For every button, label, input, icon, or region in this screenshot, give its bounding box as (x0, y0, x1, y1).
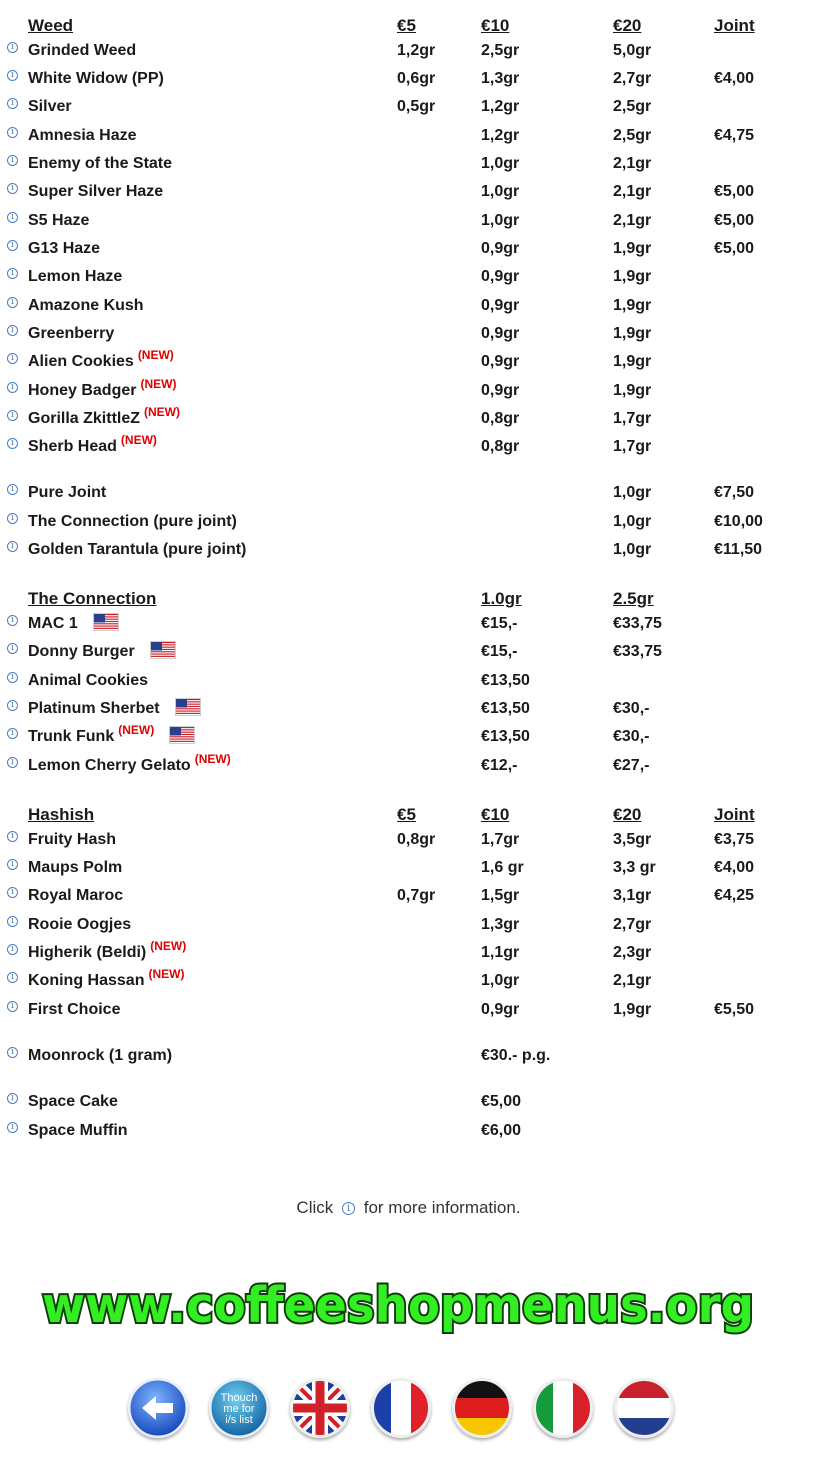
language-english-button[interactable] (290, 1378, 350, 1438)
price-value: €5,00 (481, 1093, 522, 1110)
price-value: 0,9gr (481, 325, 520, 342)
item-name-text: Grinded Weed (28, 42, 137, 59)
price-value: 2,1gr (613, 972, 652, 989)
new-badge: (NEW) (137, 348, 174, 362)
menu-item (0, 509, 817, 537)
column-header: €5 (397, 805, 416, 824)
price-value: 1,9gr (613, 1001, 652, 1018)
price-value: 1,9gr (613, 353, 652, 370)
column-header: €10 (481, 805, 510, 824)
section-header (0, 801, 817, 829)
info-icon[interactable]: i (7, 155, 18, 166)
menu-item (0, 1043, 817, 1071)
menu-item (0, 321, 817, 349)
price-value: 2,7gr (613, 916, 652, 933)
price-value: €13,50 (481, 672, 530, 689)
item-name (28, 268, 122, 286)
price-value: 2,5gr (613, 127, 652, 144)
info-icon[interactable]: i (7, 615, 18, 626)
item-name-text: White Widow (PP) (28, 70, 164, 87)
price-value: 2,7gr (613, 70, 652, 87)
item-name (28, 615, 118, 633)
price-value: €5,00 (714, 240, 755, 257)
info-icon[interactable]: i (7, 757, 18, 768)
info-hint (0, 1198, 817, 1218)
price-value: €3,75 (714, 831, 755, 848)
info-icon[interactable]: i (7, 98, 18, 109)
info-icon[interactable]: i (7, 831, 18, 842)
menu-item (0, 236, 817, 264)
info-icon[interactable]: i (7, 325, 18, 336)
info-icon[interactable]: i (7, 887, 18, 898)
menu-item (0, 1118, 817, 1146)
item-name (28, 672, 148, 690)
touch-list-line2: me for (223, 1403, 255, 1415)
price-value: 1,0gr (481, 972, 520, 989)
info-icon[interactable]: i (7, 1047, 18, 1058)
new-badge: (NEW) (120, 433, 157, 447)
section-title: The Connection (28, 589, 157, 608)
item-name-text: Moonrock (1 gram) (28, 1047, 173, 1064)
item-name (28, 183, 163, 201)
price-value: €30,- (613, 728, 650, 745)
price-value: 0,9gr (481, 382, 520, 399)
price-value: 0,5gr (397, 98, 436, 115)
menu-item (0, 724, 817, 752)
info-hint-suffix: for more information. (363, 1198, 521, 1217)
price-value: 1,0gr (481, 183, 520, 200)
item-name (28, 70, 164, 88)
price-value: 1,2gr (481, 127, 520, 144)
item-name (28, 1047, 172, 1065)
menu-item (0, 912, 817, 940)
menu-item (0, 434, 817, 462)
info-icon[interactable]: i (7, 297, 18, 308)
info-icon[interactable]: i (7, 127, 18, 138)
item-name-text: G13 Haze (28, 240, 101, 257)
info-icon[interactable]: i (7, 353, 18, 364)
price-value: 0,6gr (397, 70, 436, 87)
website-logo-text: www.coffeeshopmenus.org (42, 1277, 754, 1334)
item-name (28, 42, 136, 60)
item-name (28, 405, 181, 428)
price-value: 1,9gr (613, 382, 652, 399)
info-icon[interactable]: i (7, 916, 18, 927)
item-name-text: Lemon Cherry Gelato (28, 757, 191, 774)
item-name-text: The Connection (pure joint) (28, 513, 237, 530)
item-name-text: Fruity Hash (28, 831, 117, 848)
item-name-text: Space Cake (28, 1093, 118, 1110)
price-value: 3,3 gr (613, 859, 656, 876)
info-icon[interactable]: i (7, 944, 18, 955)
price-value: €4,75 (714, 127, 755, 144)
item-name (28, 155, 172, 173)
price-value: 0,9gr (481, 240, 520, 257)
price-value: €5,00 (714, 183, 755, 200)
price-value: 1,9gr (613, 268, 652, 285)
item-name (28, 700, 200, 718)
menu-item (0, 968, 817, 996)
price-value: €13,50 (481, 728, 530, 745)
menu-item (0, 123, 817, 151)
price-value: 0,8gr (481, 438, 520, 455)
back-arrow-icon (128, 1378, 188, 1438)
item-name-text: Lemon Haze (28, 268, 123, 285)
menu-item (0, 349, 817, 377)
info-icon[interactable]: i (7, 240, 18, 251)
info-icon[interactable]: i (7, 1093, 18, 1104)
price-value: 1,7gr (613, 438, 652, 455)
item-name (28, 433, 157, 456)
info-icon: i (342, 1202, 355, 1215)
price-value: €11,50 (714, 541, 763, 558)
price-value: 2,5gr (613, 98, 652, 115)
price-value: 0,8gr (481, 410, 520, 427)
item-name-text: Sherb Head (28, 438, 117, 455)
column-header: 2.5gr (613, 589, 654, 608)
menu-item (0, 611, 817, 639)
menu-item (0, 753, 817, 781)
price-value: €10,00 (714, 513, 763, 530)
info-icon[interactable]: i (7, 700, 18, 711)
item-name-text: MAC 1 (28, 615, 78, 632)
menu-item (0, 668, 817, 696)
menu-item (0, 883, 817, 911)
price-value: €30.- p.g. (481, 1047, 551, 1064)
item-name (28, 752, 231, 775)
usa-flag-icon (170, 727, 194, 743)
price-value: 1,0gr (613, 541, 652, 558)
menu-item (0, 179, 817, 207)
price-value: €4,00 (714, 70, 755, 87)
info-icon[interactable]: i (7, 972, 18, 983)
price-value: €5,50 (714, 1001, 755, 1018)
new-badge: (NEW) (150, 939, 187, 953)
price-value: 1,1gr (481, 944, 520, 961)
item-name (28, 513, 237, 531)
item-name (28, 939, 187, 962)
item-name-text: Super Silver Haze (28, 183, 164, 200)
price-value: 5,0gr (613, 42, 652, 59)
menu-item (0, 94, 817, 122)
price-value: €27,- (613, 757, 650, 774)
menu-item (0, 827, 817, 855)
price-value: 1,3gr (481, 916, 520, 933)
item-name-text: Greenberry (28, 325, 115, 342)
new-badge: (NEW) (144, 405, 181, 419)
item-name (28, 297, 144, 315)
item-name-text: Amnesia Haze (28, 127, 137, 144)
price-value: 1,0gr (481, 155, 520, 172)
touch-list-icon (209, 1378, 269, 1438)
new-badge: (NEW) (194, 752, 231, 766)
info-icon[interactable]: i (7, 859, 18, 870)
touch-list-button[interactable] (209, 1378, 269, 1438)
price-value: 2,1gr (613, 212, 652, 229)
price-value: 0,9gr (481, 353, 520, 370)
price-value: 3,5gr (613, 831, 652, 848)
price-value: 1,0gr (613, 484, 652, 501)
item-name (28, 1122, 128, 1140)
language-german-button[interactable] (452, 1378, 512, 1438)
item-name-text: Golden Tarantula (pure joint) (28, 541, 247, 558)
price-value: 1,7gr (613, 410, 652, 427)
menu-item (0, 208, 817, 236)
item-name (28, 541, 246, 559)
price-value: 1,3gr (481, 70, 520, 87)
column-header: €20 (613, 16, 642, 35)
info-icon[interactable]: i (7, 484, 18, 495)
price-value: €4,25 (714, 887, 755, 904)
info-icon[interactable]: i (7, 42, 18, 53)
price-value: 2,3gr (613, 944, 652, 961)
info-icon[interactable]: i (7, 672, 18, 683)
item-name-text: Higherik (Beldi) (28, 944, 147, 961)
item-name (28, 723, 194, 746)
price-value: €13,50 (481, 700, 530, 717)
item-name (28, 212, 89, 230)
price-value: 1,2gr (481, 98, 520, 115)
item-name (28, 1093, 118, 1111)
section-header (0, 12, 817, 40)
info-hint-prefix: Click (296, 1198, 334, 1217)
website-logo[interactable] (0, 1272, 817, 1342)
item-name (28, 348, 174, 371)
price-value: 2,5gr (481, 42, 520, 59)
item-name-text: Honey Badger (28, 382, 137, 399)
column-header: Joint (714, 16, 755, 35)
touch-list-line3: i/s list (225, 1414, 253, 1426)
touch-list-line1: Thouch (220, 1392, 258, 1404)
item-name (28, 916, 131, 934)
price-value: 1,5gr (481, 887, 520, 904)
item-name-text: Platinum Sherbet (28, 700, 160, 717)
column-header: €10 (481, 16, 510, 35)
price-value: 1,9gr (613, 240, 652, 257)
price-value: €7,50 (714, 484, 755, 501)
language-italian-button[interactable] (533, 1378, 593, 1438)
price-value: 0,9gr (481, 297, 520, 314)
item-name (28, 1001, 120, 1019)
price-value: €30,- (613, 700, 650, 717)
menu-item (0, 696, 817, 724)
price-value: 1,7gr (481, 831, 520, 848)
price-value: 2,1gr (613, 183, 652, 200)
language-french-button[interactable] (371, 1378, 431, 1438)
item-name-text: Royal Maroc (28, 887, 124, 904)
item-name-text: First Choice (28, 1001, 121, 1018)
item-name-text: Trunk Funk (28, 728, 115, 745)
item-name (28, 484, 106, 502)
item-name (28, 643, 175, 661)
item-name (28, 240, 100, 258)
price-value: 1,6 gr (481, 859, 524, 876)
item-name (28, 377, 177, 400)
info-icon[interactable]: i (7, 183, 18, 194)
info-icon[interactable]: i (7, 643, 18, 654)
usa-flag-icon (94, 614, 118, 630)
menu-item (0, 855, 817, 883)
price-value: 0,9gr (481, 268, 520, 285)
price-value: 3,1gr (613, 887, 652, 904)
price-value: €4,00 (714, 859, 755, 876)
section-title: Weed (28, 16, 74, 35)
info-icon[interactable]: i (7, 1001, 18, 1012)
price-value: €33,75 (613, 615, 662, 632)
info-icon[interactable]: i (7, 541, 18, 552)
info-icon[interactable]: i (7, 70, 18, 81)
price-value: 0,8gr (397, 831, 436, 848)
item-name (28, 325, 114, 343)
info-icon[interactable]: i (7, 1122, 18, 1133)
item-name (28, 859, 122, 877)
item-name-text: Space Muffin (28, 1122, 128, 1139)
price-value: 0,7gr (397, 887, 436, 904)
info-icon[interactable]: i (7, 728, 18, 739)
uk-flag-icon (290, 1378, 350, 1438)
price-value: 0,9gr (481, 1001, 520, 1018)
new-badge: (NEW) (140, 377, 177, 391)
menu-item (0, 264, 817, 292)
item-name (28, 887, 123, 905)
item-name (28, 967, 185, 990)
info-icon[interactable]: i (7, 212, 18, 223)
menu-item (0, 940, 817, 968)
price-value: 1,9gr (613, 325, 652, 342)
menu-item (0, 38, 817, 66)
column-header: €20 (613, 805, 642, 824)
menu-item (0, 293, 817, 321)
item-name-text: Amazone Kush (28, 297, 144, 314)
menu-item (0, 151, 817, 179)
info-icon[interactable]: i (7, 438, 18, 449)
menu-item (0, 537, 817, 565)
menu-item (0, 378, 817, 406)
item-name-text: Koning Hassan (28, 972, 145, 989)
price-value: €5,00 (714, 212, 755, 229)
menu-item (0, 66, 817, 94)
column-header: Joint (714, 805, 755, 824)
info-icon[interactable]: i (7, 382, 18, 393)
item-name (28, 127, 137, 145)
menu-item (0, 639, 817, 667)
price-value: 1,0gr (613, 513, 652, 530)
menu-item (0, 1089, 817, 1117)
back-button[interactable] (128, 1378, 188, 1438)
usa-flag-icon (176, 699, 200, 715)
price-value: €15,- (481, 615, 518, 632)
item-name-text: Gorilla ZkittleZ (28, 410, 141, 427)
item-name-text: Enemy of the State (28, 155, 173, 172)
new-badge: (NEW) (118, 723, 155, 737)
item-name (28, 98, 72, 116)
usa-flag-icon (151, 642, 175, 658)
price-value: 1,2gr (397, 42, 436, 59)
france-flag-icon (371, 1378, 431, 1438)
column-header: 1.0gr (481, 589, 522, 608)
item-name-text: Pure Joint (28, 484, 107, 501)
info-icon[interactable]: i (7, 268, 18, 279)
item-name-text: Donny Burger (28, 643, 135, 660)
item-name-text: Silver (28, 98, 72, 115)
menu-item (0, 997, 817, 1025)
item-name-text: Rooie Oogjes (28, 916, 132, 933)
price-value: 1,9gr (613, 297, 652, 314)
price-value: €6,00 (481, 1122, 522, 1139)
menu-item (0, 406, 817, 434)
netherlands-flag-icon (614, 1378, 674, 1438)
item-name-text: Animal Cookies (28, 672, 149, 689)
germany-flag-icon (452, 1378, 512, 1438)
price-value: €33,75 (613, 643, 662, 660)
info-icon[interactable]: i (7, 513, 18, 524)
italy-flag-icon (533, 1378, 593, 1438)
column-header: €5 (397, 16, 416, 35)
price-value: 2,1gr (613, 155, 652, 172)
item-name-text: S5 Haze (28, 212, 90, 229)
item-name (28, 831, 116, 849)
item-name-text: Alien Cookies (28, 353, 134, 370)
new-badge: (NEW) (148, 967, 185, 981)
menu-item (0, 480, 817, 508)
price-value: €15,- (481, 643, 518, 660)
price-value: €12,- (481, 757, 518, 774)
info-icon[interactable]: i (7, 410, 18, 421)
item-name-text: Maups Polm (28, 859, 123, 876)
section-title: Hashish (28, 805, 95, 824)
price-value: 1,0gr (481, 212, 520, 229)
language-dutch-button[interactable] (614, 1378, 674, 1438)
section-header (0, 585, 817, 613)
